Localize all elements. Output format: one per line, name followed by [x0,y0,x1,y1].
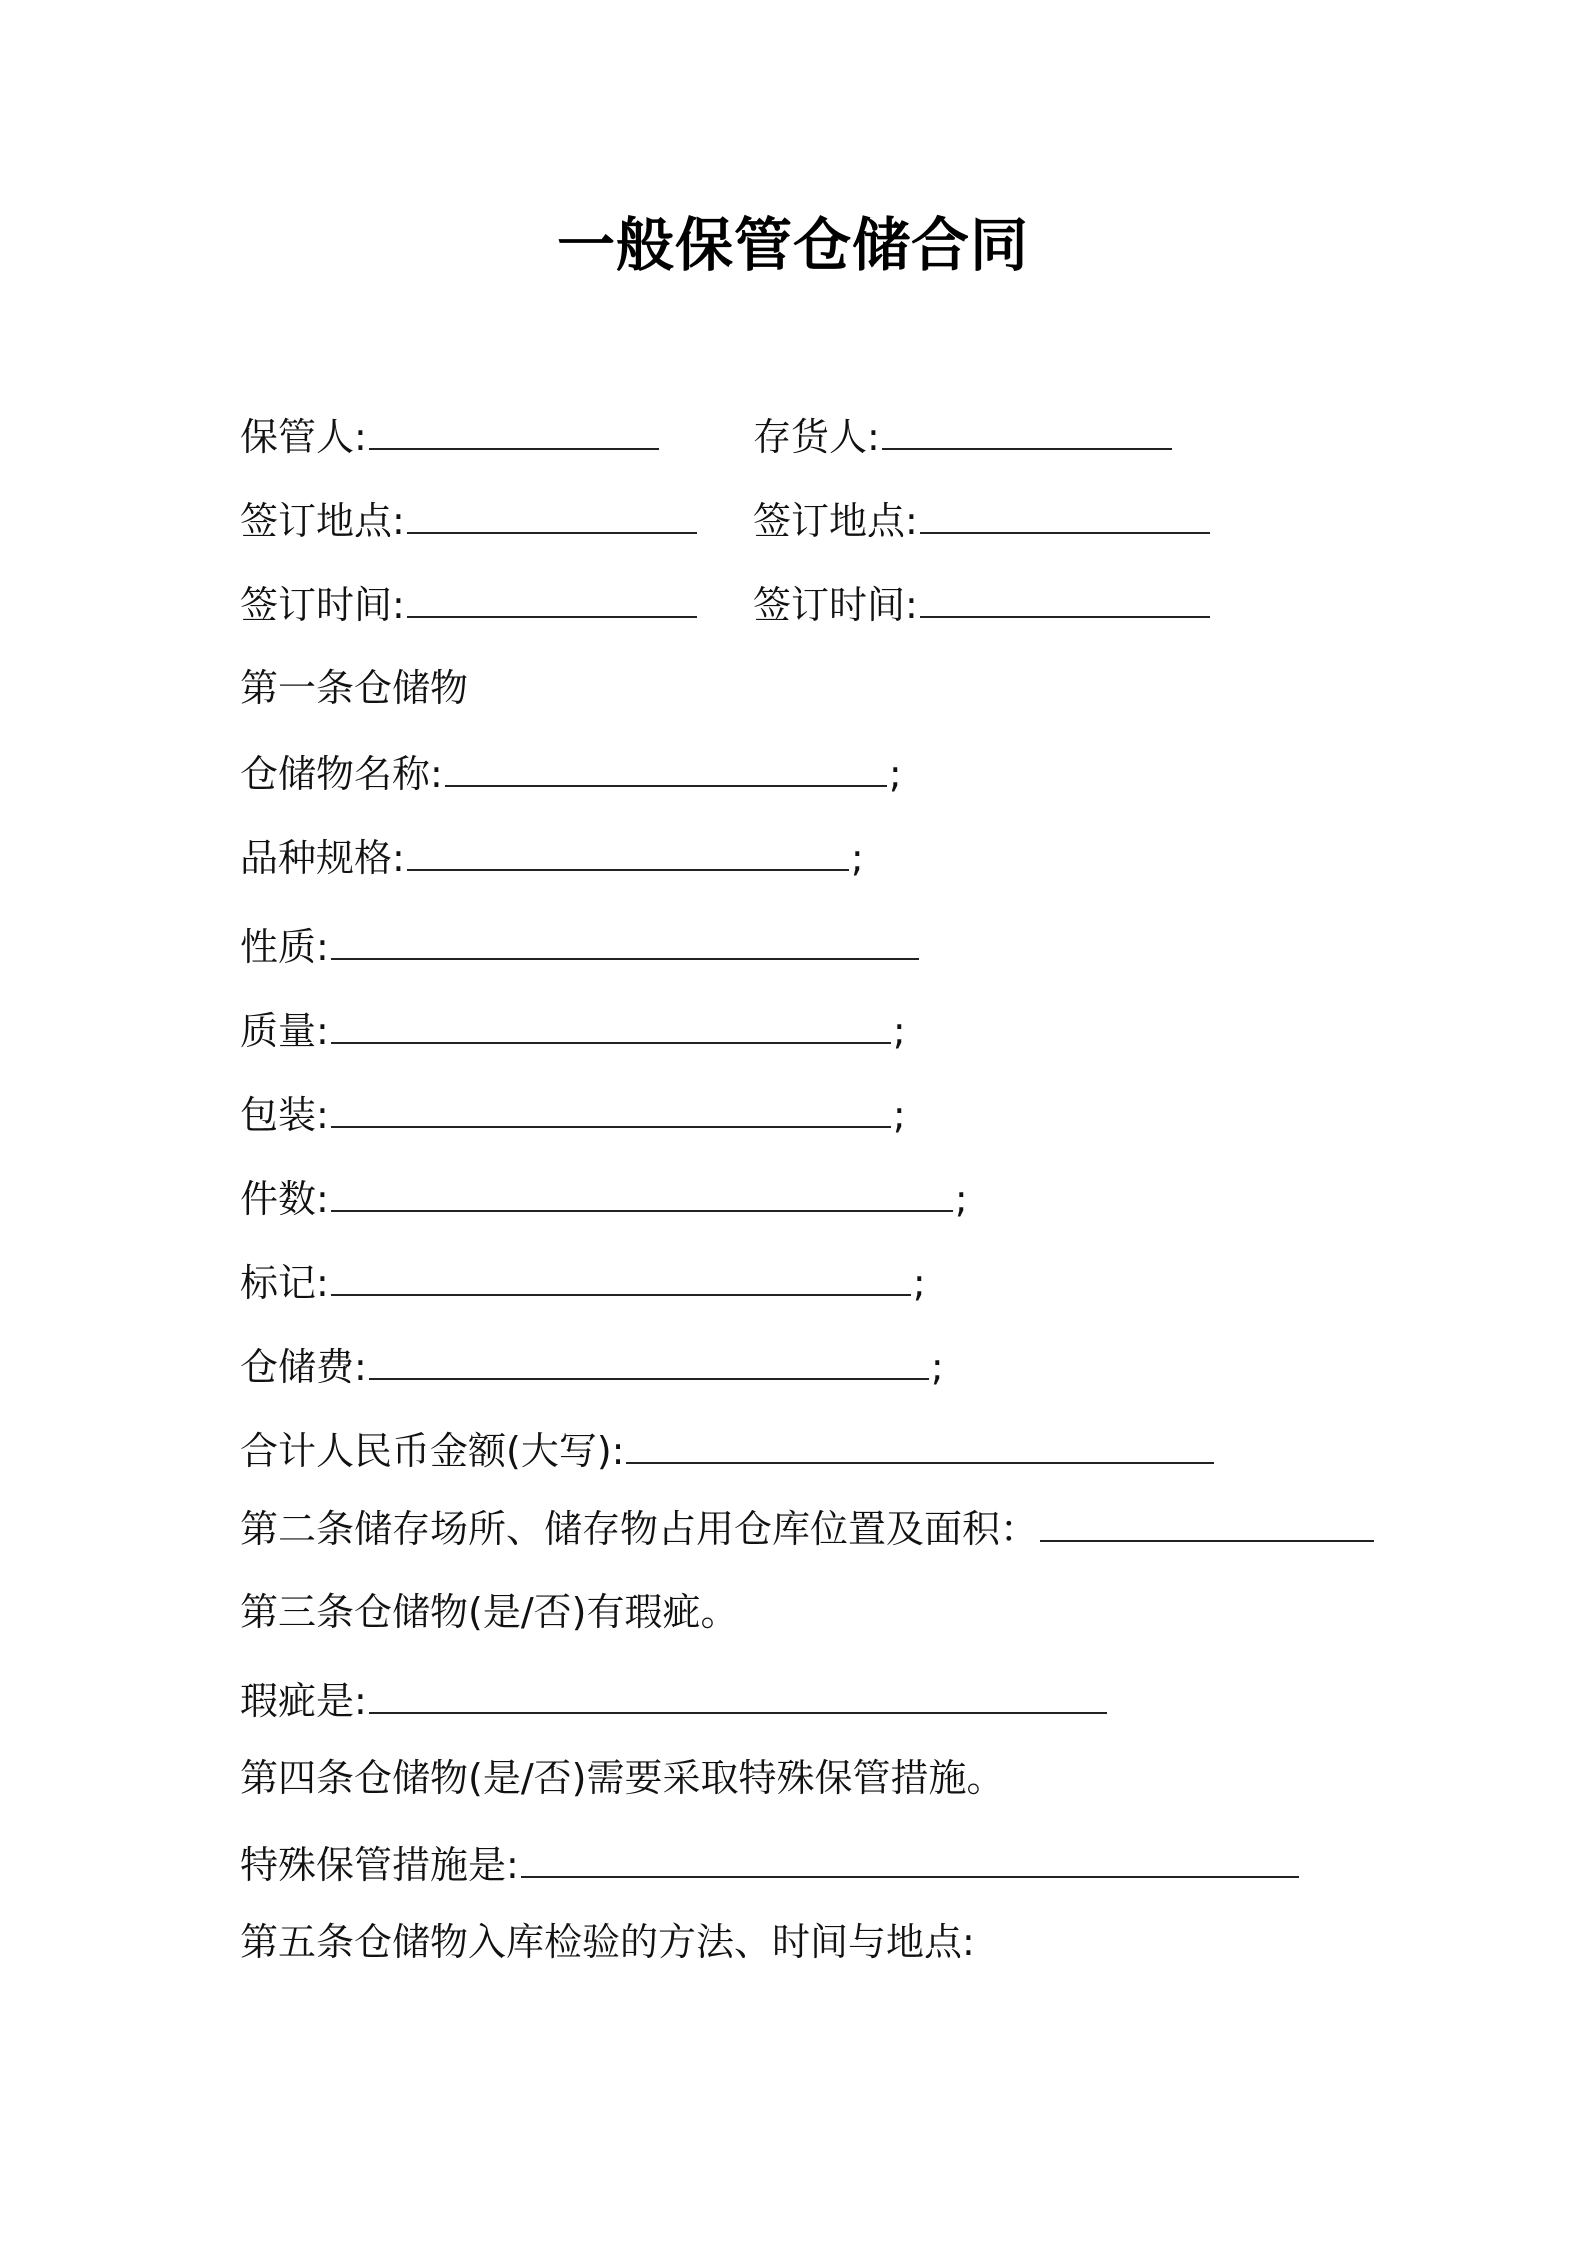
packaging-semicolon: ; [892,1093,906,1137]
total-rmb-field [240,1422,1214,1479]
goods-name-label: 仓储物名称: [240,752,443,796]
special-measures-label: 特殊保管措施是: [240,1843,519,1887]
sign-place-left-field [240,492,697,549]
variety-spec-blank[interactable] [407,829,849,871]
variety-spec-label: 品种规格: [240,836,405,880]
special-measures-field [240,1836,1299,1893]
sign-time-right-blank[interactable] [920,576,1210,618]
article3-text: 第三条仓储物(是/否)有瑕疵。 [240,1590,739,1634]
sign-time-right-field [753,576,1210,633]
packaging-label: 包装: [240,1093,329,1137]
piece-count-label: 件数: [240,1177,329,1221]
sign-time-right-label: 签订时间: [753,583,918,627]
sign-place-left-label: 签订地点: [240,499,405,543]
marks-field [240,1254,926,1311]
article5-text: 第五条仓储物入库检验的方法、时间与地点: [240,1920,975,1964]
nature-field [240,918,919,975]
storage-fee-label: 仓储费: [240,1345,367,1389]
defect-label: 瑕疵是: [240,1679,367,1723]
depositor-label: 存货人: [753,415,880,459]
sign-time-left-blank[interactable] [407,576,697,618]
custodian-blank[interactable] [369,408,659,450]
custodian-field [240,408,659,465]
piece-count-blank[interactable] [331,1170,953,1212]
article2-text: 第二条储存场所、储存物占用仓库位置及面积： [240,1507,1039,1551]
marks-label: 标记: [240,1261,329,1305]
defect-blank[interactable] [369,1672,1107,1714]
quality-label: 质量: [240,1009,329,1053]
document-title: 一般保管仓储合同 [556,211,1029,279]
storage-fee-semicolon: ; [930,1345,944,1389]
article2-blank[interactable] [1040,1500,1374,1542]
sign-place-right-blank[interactable] [920,492,1210,534]
variety-spec-semicolon: ; [850,836,864,880]
sign-place-left-blank[interactable] [407,492,697,534]
sign-place-right-label: 签订地点: [753,499,918,543]
sign-time-left-field [240,576,697,633]
marks-blank[interactable] [331,1254,911,1296]
custodian-label: 保管人: [240,415,367,459]
goods-name-blank[interactable] [445,745,887,787]
storage-fee-blank[interactable] [369,1338,929,1380]
depositor-field [753,408,1172,465]
article4-text: 第四条仓储物(是/否)需要采取特殊保管措施。 [240,1756,1005,1800]
sign-place-right-field [753,492,1210,549]
goods-name-field [240,745,902,802]
sign-time-left-label: 签订时间: [240,583,405,627]
total-rmb-blank[interactable] [626,1422,1214,1464]
special-measures-blank[interactable] [521,1836,1299,1878]
article1-heading: 第一条仓储物 [240,666,469,710]
depositor-blank[interactable] [882,408,1172,450]
article2-field [240,1500,1374,1557]
piece-count-semicolon: ; [954,1177,968,1221]
total-rmb-label: 合计人民币金额(大写): [240,1429,625,1473]
marks-semicolon: ; [912,1261,926,1305]
defect-field [240,1672,1107,1729]
quality-semicolon: ; [892,1009,906,1053]
variety-spec-field [240,829,864,886]
goods-name-semicolon: ; [888,752,902,796]
quality-field [240,1002,906,1059]
nature-blank[interactable] [331,918,919,960]
nature-label: 性质: [240,925,329,969]
piece-count-field [240,1170,968,1227]
storage-fee-field [240,1338,944,1395]
packaging-field [240,1086,906,1143]
quality-blank[interactable] [331,1002,891,1044]
packaging-blank[interactable] [331,1086,891,1128]
